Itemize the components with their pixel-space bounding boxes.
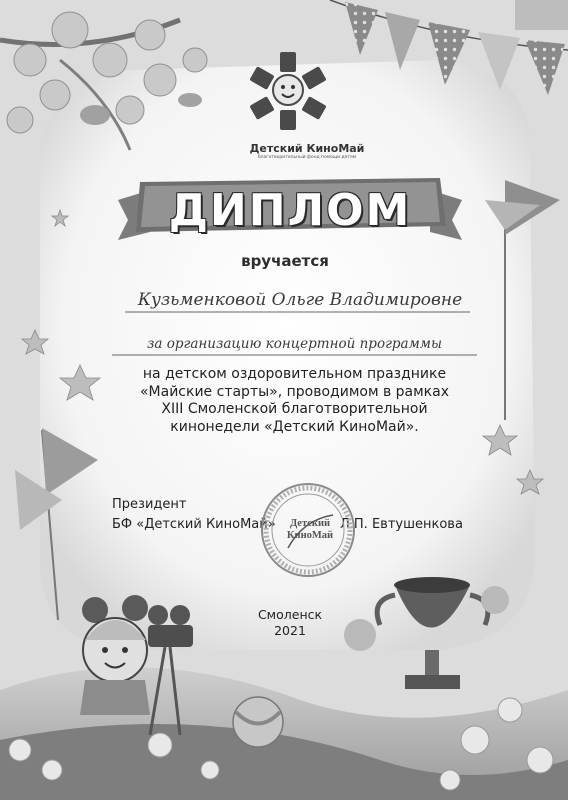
place-name: Смоленск — [257, 607, 323, 622]
stamp-center-text — [277, 518, 343, 542]
stamp-line: КиноМай — [286, 530, 334, 541]
year: 2021 — [274, 623, 306, 638]
award-description — [112, 366, 477, 436]
ball-illustration — [233, 697, 283, 747]
recipient-underline — [125, 310, 470, 314]
description-line: кинонедели «Детский КиноМай». — [170, 418, 419, 435]
award-reason: за организацию концертной программы — [147, 336, 442, 352]
recipient-name: Кузьменковой Ольге Владимировне — [137, 290, 463, 310]
description-line: «Майские старты», проводимом в рамках — [139, 383, 450, 400]
description-line: XIII Смоленской благотворительной — [161, 401, 428, 417]
logo-tagline: благотворительный фонд помощи детям — [257, 155, 357, 160]
reason-underline — [112, 353, 477, 357]
stamp-line: Детский — [289, 518, 331, 529]
description-line: на детском оздоровительном празднике — [142, 366, 447, 382]
signer-organization: БФ «Детский КиноМай» — [112, 517, 276, 532]
awarded-label: вручается — [241, 252, 329, 270]
logo-name: Детский КиноМай — [249, 142, 365, 155]
signer-role: Президент — [112, 497, 187, 512]
diploma-title: ДИПЛОМ — [168, 185, 412, 236]
signer-name: Л.П. Евтушенкова — [340, 517, 463, 532]
